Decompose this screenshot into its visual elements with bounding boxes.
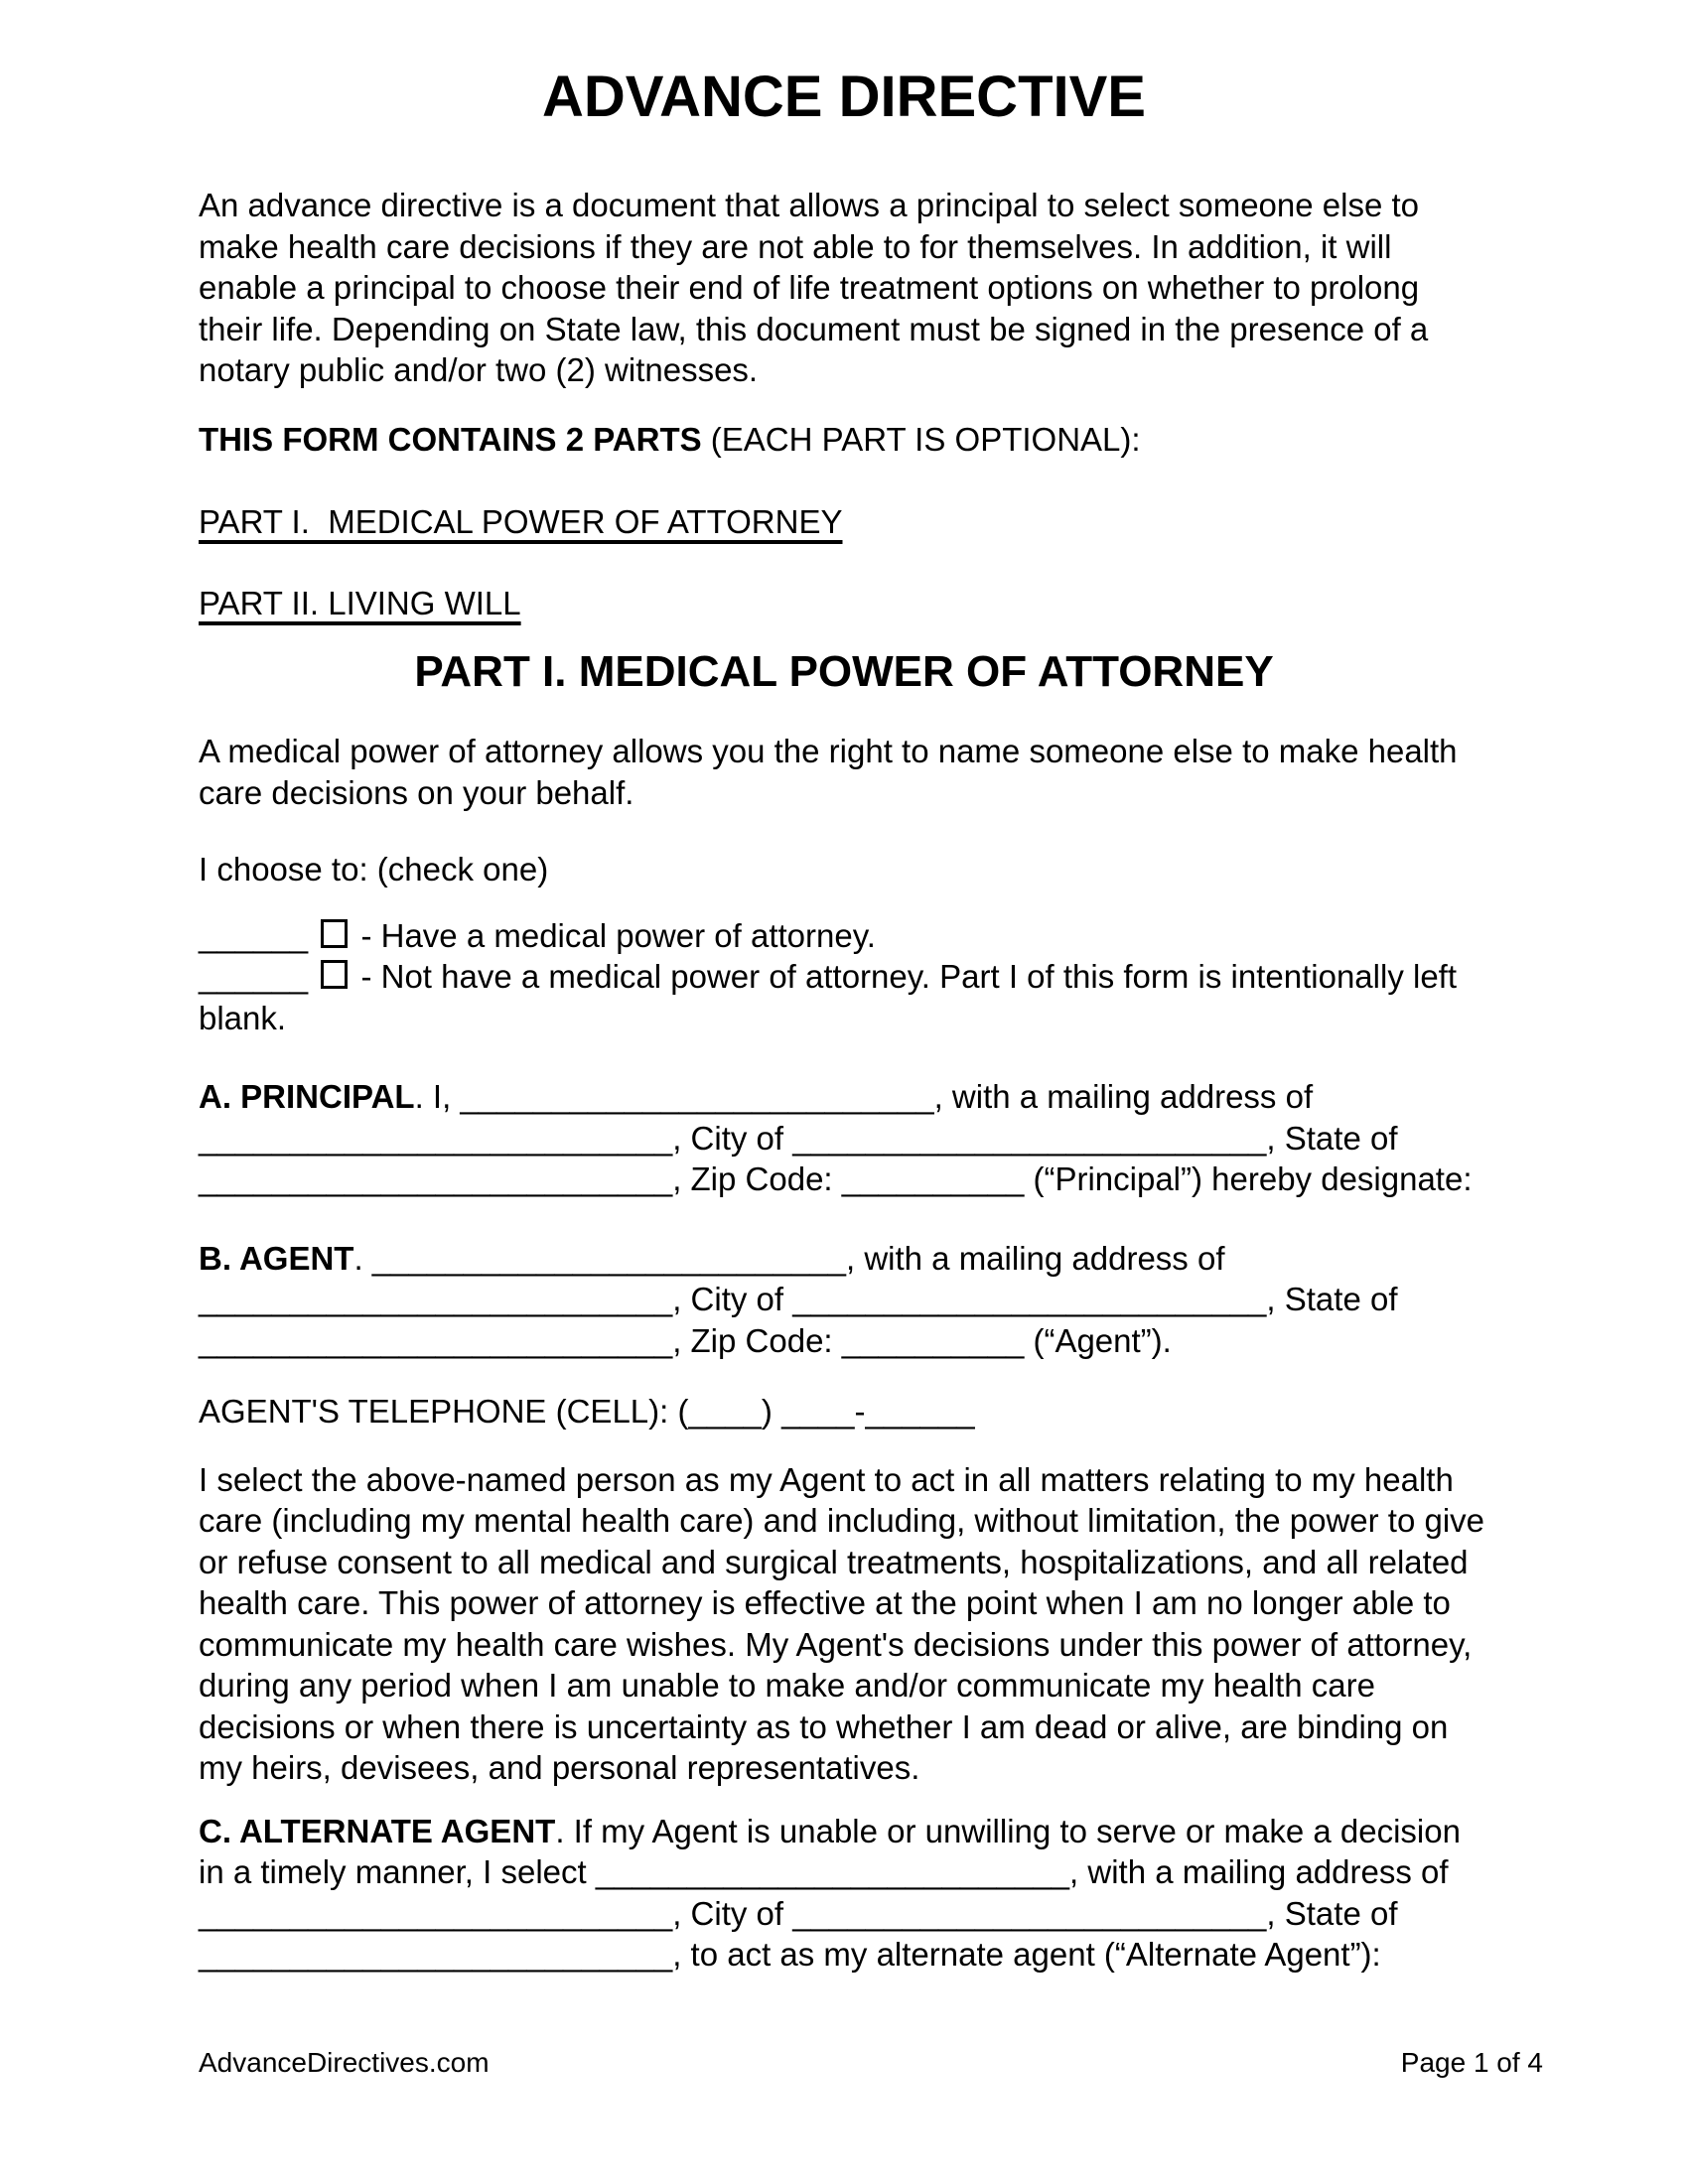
footer-page-number: Page 1 of 4 [1400,2047,1543,2078]
fill-in-blank[interactable]: __________________________ [199,1119,673,1157]
intro-paragraph: An advance directive is a document that allows a principal to select someone else to make health care decisions if they are not able to for themselves. In addition, it will enable a principal to choose their end of life treatment options on whether to prolong their life. Depending on State law, this document must be signed in the presence of a notary public and/or two (2) witnesses. [199,187,1429,388]
choose-prompt: I choose to: (check one) [199,851,549,887]
text-segment: , Zip Code: [672,1160,842,1197]
section-label: C. ALTERNATE AGENT [199,1812,556,1849]
fill-in-blank[interactable]: ______ [865,1393,975,1430]
section-a-principal [199,1076,1489,1200]
text-segment: , with a mailing address of [933,1078,1314,1115]
toc-part2-line [199,583,1489,624]
text-segment: , State of [1266,1119,1398,1157]
section-b-agent [199,1238,1489,1362]
fill-in-blank[interactable]: __________________________ [199,1160,673,1197]
form-parts-note [199,419,1489,461]
document-title: ADVANCE DIRECTIVE [542,65,1146,129]
text-segment: ) [761,1393,782,1430]
text-segment: . If my Agent is unable or unwilling to serve or make a decision in a timely manner, I select [199,1812,1461,1890]
fill-in-blank[interactable]: __________________________ [199,1321,673,1359]
choice-list [199,915,1489,1039]
text-segment: (“Principal”) hereby designate: [1024,1160,1473,1197]
footer-site-name: AdvanceDirectives.com [199,2047,490,2078]
empty-checkbox-icon[interactable] [321,919,348,948]
text-segment [308,917,317,954]
text-segment: - Have a medical power of attorney. [352,916,876,954]
part1-heading: PART I. MEDICAL POWER OF ATTORNEY [414,647,1274,696]
text-segment: (EACH PART IS OPTIONAL): [701,420,1141,458]
choice-have-power-of-attorney [199,915,1489,957]
fill-in-blank[interactable]: ____ [688,1393,762,1430]
fill-in-blank[interactable]: __________________________ [792,1281,1267,1317]
text-segment [308,958,317,995]
fill-in-blank[interactable]: __________________________ [595,1853,1070,1890]
text-segment: . I, [414,1078,461,1115]
fill-in-blank[interactable]: __________ [841,1321,1025,1359]
fill-in-blank[interactable]: __________________________ [199,1281,673,1317]
fill-in-blank[interactable]: __________________________ [199,1894,673,1932]
toc-part1-heading: PART I. MEDICAL POWER OF ATTORNEY [199,503,843,540]
empty-checkbox-icon[interactable] [321,960,348,989]
fill-in-blank[interactable]: ____ [781,1393,855,1430]
toc-part2-heading: PART II. LIVING WILL [199,584,521,621]
toc-part1-line [199,501,1489,543]
fill-in-blank[interactable]: __________________________ [460,1078,934,1115]
text-segment: , State of [1266,1281,1398,1317]
agent-powers-paragraph: I select the above-named person as my Agent to act in all matters relating to my health care (including my mental health care) and including, without limitation, the power to give or refuse consent to all medical and surgical treatments, hospitalizations, and all related health care. This power of attorney is effective at the point when I am no longer able to communicate my health care wishes. My Agent's decisions under this power of attorney, during any period when I am unable to make and/or communicate my health care decisions or when there is uncertainty as to whether I am dead or alive, are binding on my heirs, devisees, and personal representatives. [199,1460,1485,1786]
text-segment: . [353,1239,372,1277]
text-segment: , City of [672,1281,793,1317]
section-c-alternate-agent [199,1811,1489,1976]
text-segment: , State of [1266,1894,1398,1932]
text-segment: , with a mailing address of [845,1239,1225,1277]
text-segment: AGENT'S TELEPHONE (CELL): ( [199,1393,689,1430]
fill-in-blank[interactable]: __________________________ [199,1936,673,1973]
text-segment: , with a mailing address of [1069,1853,1449,1890]
fill-in-blank[interactable]: __________________________ [792,1119,1267,1157]
fill-in-blank[interactable]: __________________________ [371,1239,846,1277]
text-segment: - [854,1393,866,1430]
section-label: B. AGENT [199,1239,354,1277]
text-segment: - Not have a medical power of attorney. Part I of this form is intentionally left blank. [199,958,1458,1036]
agent-telephone-line [199,1391,1489,1433]
fill-in-blank[interactable]: __________ [841,1160,1025,1197]
choice-not-have-power-of-attorney [199,956,1489,1038]
fill-in-blank[interactable]: ______ [199,958,309,995]
text-segment: , City of [672,1894,793,1932]
part1-intro-paragraph: A medical power of attorney allows you the right to name someone else to make health care decisions on your behalf. [199,733,1458,811]
text-segment: , to act as my alternate agent (“Alternate Agent”): [672,1936,1381,1973]
text-segment: (“Agent”). [1024,1321,1172,1359]
section-label: THIS FORM CONTAINS 2 PARTS [199,420,702,458]
page-footer [199,2046,1543,2080]
text-segment: , Zip Code: [672,1321,842,1359]
fill-in-blank[interactable]: __________________________ [792,1894,1267,1932]
text-segment: , City of [672,1119,793,1157]
fill-in-blank[interactable]: ______ [199,916,309,954]
section-label: A. PRINCIPAL [199,1078,415,1115]
